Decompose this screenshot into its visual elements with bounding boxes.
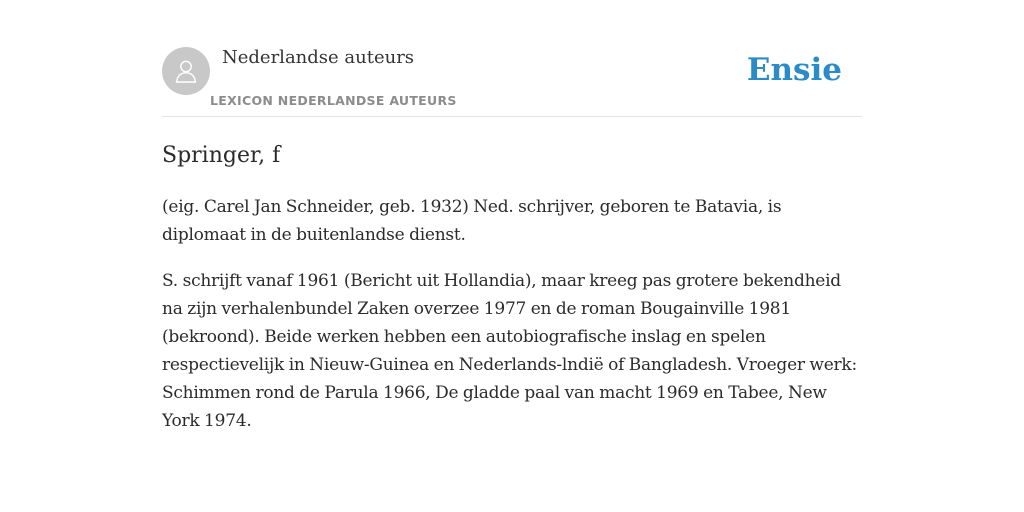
- source-subtitle: LEXICON NEDERLANDSE AUTEURS: [210, 93, 457, 108]
- entry-paragraph-2: S. schrijft vanaf 1961 (Bericht uit Hollandia), maar kreeg pas grotere bekendheid na zijn verhalenbundel Zaken overzee 1977 en de roman Bougainville 1981 (bekroond). Beide werken hebben een autobiografische inslag en spelen respectievelijk in Nieuw-Guinea en Nederlands-lndië of Bangladesh. Vroeger werk: Schimmen rond de Parula 1966, De gladde paal van macht 1969 en Tabee, New York 1974.: [162, 271, 857, 431]
- entry-title: Springer, f: [162, 143, 281, 168]
- entry-paragraph-1: (eig. Carel Jan Schneider, geb. 1932) Ned. schrijver, geboren te Batavia, is diplomaat in de buitenlandse dienst.: [162, 197, 782, 245]
- source-avatar[interactable]: [162, 47, 210, 95]
- source-header: [162, 46, 862, 117]
- user-silhouette-icon: [171, 56, 201, 86]
- page-container: [162, 46, 862, 435]
- source-title-link[interactable]: Nederlandse auteurs: [222, 47, 415, 68]
- ensie-logo-link[interactable]: Ensie: [746, 52, 842, 88]
